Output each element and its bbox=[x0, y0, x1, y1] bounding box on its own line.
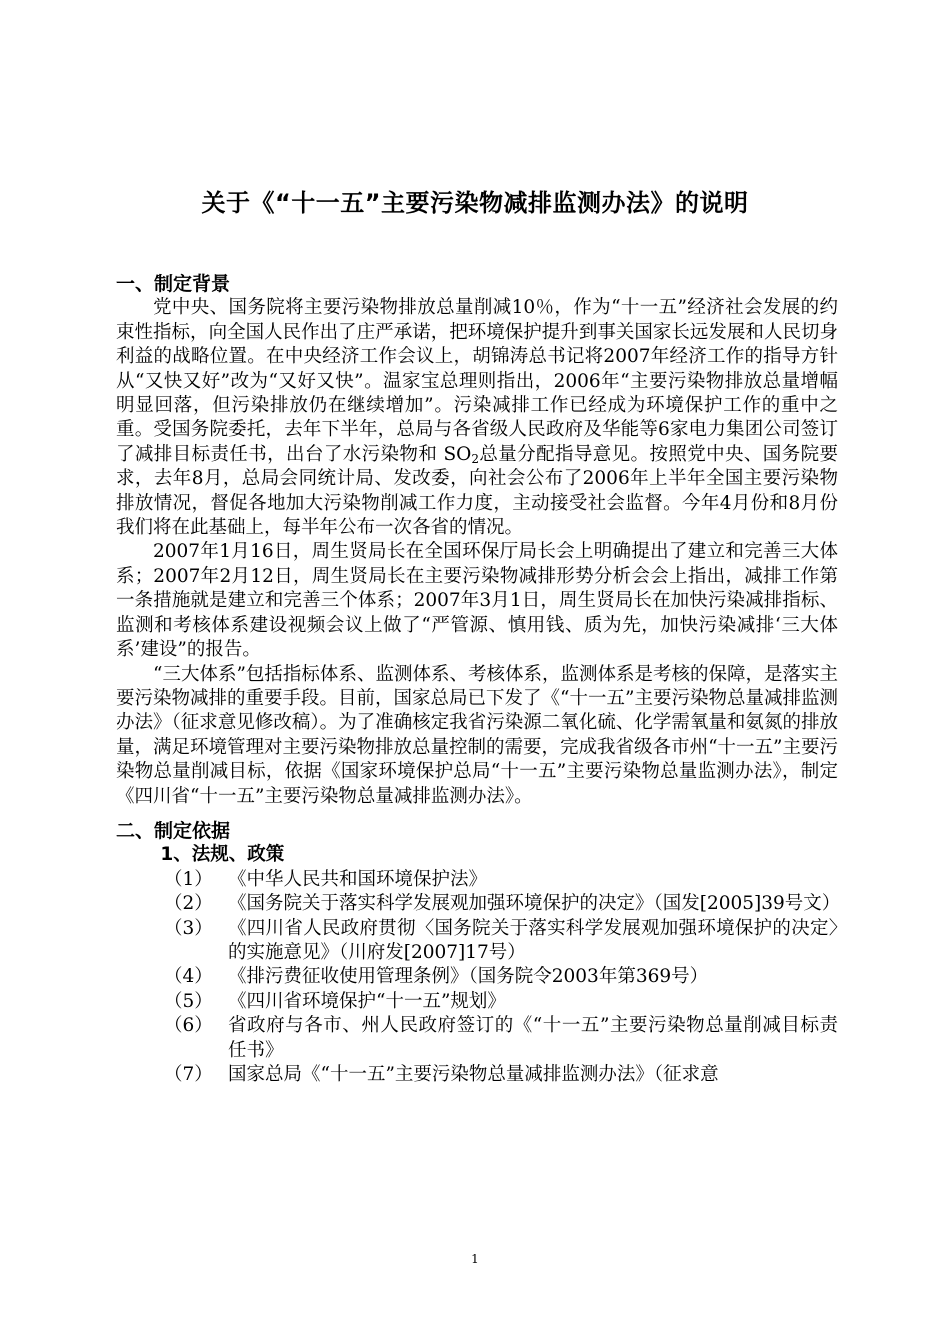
list-item-number: （7） bbox=[164, 1064, 213, 1085]
list-item-text: 《四川省人民政府贯彻〈国务院关于落实科学发展观加强环境保护的决定〉的实施意见》（川府发[2007]17号） bbox=[228, 917, 838, 963]
list-item bbox=[116, 1063, 838, 1087]
list-item-number: （1） bbox=[164, 868, 213, 890]
list-item-number: （2） bbox=[164, 893, 213, 915]
list-item-text: 国家总局《“十一五”主要污染物总量减排监测办法》（征求意 bbox=[228, 1064, 719, 1085]
list-item bbox=[116, 868, 838, 892]
list-item-number: （5） bbox=[164, 990, 213, 1012]
list-item-number: （4） bbox=[164, 966, 213, 988]
paragraph-background-3: “三大体系”包括指标体系、监测体系、考核体系，监测体系是考核的保障，是落实主要污染物减排的重要手段。目前，国家总局已下发了《“十一五”主要污染物总量减排监测办法》（征求意见修改稿）。为了准确核定我省污染源二氧化硫、化学需氧量和氨氮的排放量，满足环境管理对主要污染物排放总量控制的需要，完成我省级各市州“十一五”主要污染物总量削减目标，依据《国家环境保护总局“十一五”主要污染物总量监测办法》，制定《四川省“十一五”主要污染物总量减排监测办法》。 bbox=[116, 663, 838, 807]
list-item-number: （3） bbox=[164, 917, 213, 939]
page-number: 1 bbox=[471, 1252, 479, 1266]
list-item-text: 《国务院关于落实科学发展观加强环境保护的决定》（国发[2005]39号文） bbox=[228, 893, 841, 915]
subscript-text: 2 bbox=[471, 451, 479, 466]
list-item-text: 省政府与各市、州人民政府签订的《“十一五”主要污染物总量削减目标责任书》 bbox=[228, 1015, 838, 1061]
document-title: 关于《“十一五”主要污染物减排监测办法》的说明 bbox=[201, 189, 749, 217]
paragraph-background-2: 2007年1月16日，周生贤局长在全国环保厅局长会上明确提出了建立和完善三大体系；2007年2月12日，周生贤局长在主要污染物减排形势分析会会上指出，减排工作第一条措施就是建立和完善三个体系；2007年3月1日，周生贤局长在加快污染减排指标、监测和考核体系建设视频会议上做了“严管源、慎用钱、质为先，加快污染减排‘三大体系’建设”的报告。 bbox=[116, 541, 838, 661]
subheading-regulations: 1、法规、政策 bbox=[160, 844, 285, 866]
paragraph-text: 总量分配指导意见。按照党中央、国务院要求，去年8月，总局会同统计局、发改委，向社会公布了2006年上半年全国主要污染物排放情况，督促各地加大污染物削减工作力度，主动接受社会监督。今年4月份和8月份我们将在此基础上，每半年公布一次各省的情况。 bbox=[116, 443, 838, 539]
section-heading-background: 一、制定背景 bbox=[116, 273, 231, 295]
paragraph-background-1 bbox=[116, 296, 838, 540]
list-item-text: 《排污费征收使用管理条例》（国务院令2003年第369号） bbox=[228, 966, 709, 988]
list-item bbox=[116, 892, 841, 916]
section-heading-basis: 二、制定依据 bbox=[116, 819, 231, 842]
list-item bbox=[116, 990, 838, 1014]
list-item bbox=[116, 1014, 838, 1063]
list-item-text: 《中华人民共和国环境保护法》 bbox=[228, 868, 488, 890]
regulation-list bbox=[116, 868, 841, 1088]
list-item bbox=[116, 965, 838, 989]
list-item bbox=[116, 917, 838, 966]
list-item-number: （6） bbox=[164, 1015, 213, 1037]
document-body bbox=[116, 272, 841, 1087]
paragraph-text: 党中央、国务院将主要污染物排放总量削减10％，作为“十一五”经济社会发展的约束性指标，向全国人民作出了庄严承诺，把环境保护提升到事关国家长远发展和人民切身利益的战略位置。在中央经济工作会议上，胡锦涛总书记将2007年经济工作的指导方针从“又快又好”改为“又好又快”。温家宝总理则指出，2006年“主要污染物排放总量增幅明显回落，但污染排放仍在继续增加”。污染减排工作已经成为环境保护工作的重中之重。受国务院委托，去年下半年，总局与各省级人民政府及华能等6家电力集团公司签订了减排目标责任书，出台了水污染物和 SO bbox=[116, 297, 838, 465]
list-item-text: 《四川省环境保护“十一五”规划》 bbox=[228, 990, 506, 1012]
